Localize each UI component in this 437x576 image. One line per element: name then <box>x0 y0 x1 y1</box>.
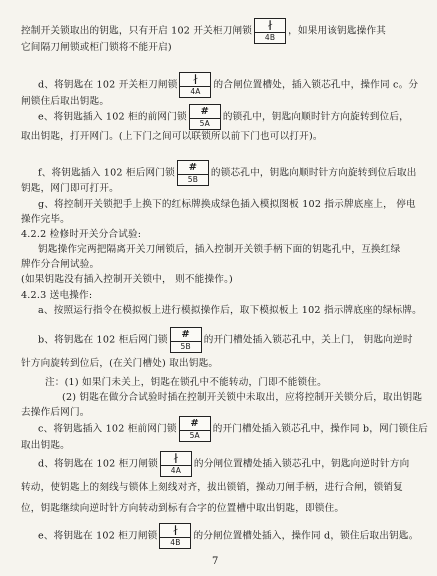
note-line: 注：(1) 如果门未关上，钥匙在锁孔中不能转动，门即不能锁住。 <box>45 377 327 388</box>
mesh-door-lock-5b-icon: # 5B <box>177 160 209 186</box>
text-line: 操作完毕。 <box>21 214 70 225</box>
text-line: 针方向旋转到位后，(在关门槽处) 取出钥匙。 <box>21 358 219 369</box>
note-line: 去操作后网门。 <box>21 407 90 418</box>
text-line: 取出钥匙。 <box>21 440 70 451</box>
text-line: f、将钥匙插入 102 柜后网门锁 # 5B 的锁芯孔中，钥匙向顺时针方向旋转到位后取出 <box>38 162 417 184</box>
text-line: 转动，使钥匙上的刻线与锁体上刻线对齐，拔出锁销，操动刀闸手柄，进行合闸，锁销复 <box>21 482 403 493</box>
page-number: 7 <box>212 556 219 567</box>
section-heading: 4.2.3 送电操作: <box>21 290 93 301</box>
knife-switch-lock-4b-icon: ∤ 4B <box>254 18 286 44</box>
text-line: e、将钥匙插入 102 柜的前网门锁 # 5A 的锁孔中，钥匙向顺时针方向旋转到位后， <box>38 106 409 128</box>
text-line: b、将钥匙在 102 柜后网门锁 # 5B 的开门槽处插入锁芯孔中，关上门， 钥匙向逆时 <box>38 329 413 351</box>
text-line: 闸锁住后取出钥匙。 <box>21 96 110 107</box>
text-line: c、将钥匙插入 102 柜前网门锁 # 5A 的开门槽处插入锁芯孔中，操作同 b，网门锁住后 <box>38 418 428 440</box>
note-line: (2) 钥匙在做分合试验时插在控制开关锁中未取出，应将控制开关锁分后，取出钥匙 <box>62 392 423 403</box>
section-heading: 4.2.2 检修时开关分合试验: <box>21 229 142 240</box>
mesh-door-lock-5b-icon: # 5B <box>170 327 202 353</box>
text-line: 它间隔刀闸锁或柜门锁将不能开启) <box>21 42 172 53</box>
text-line: d、将钥匙在 102 开关柜刀闸锁 ∤ 4A 的合闸位置槽处，插入锁芯孔中，操作同 c。分 <box>38 74 419 96</box>
text-line: d、将钥匙在 102 柜刀闸锁 ∤ 4A 的分闸位置槽处插入锁芯孔中，钥匙向逆时针方向 <box>38 453 410 475</box>
text-line: e、将钥匙在 102 柜刀闸锁 ∤ 4B 的分闸位置槽处插入，操作同 d，锁住后取出钥匙。 <box>38 525 419 547</box>
text-line: a、按照运行指令在模拟板上进行模拟操作后，取下模拟板上 102 指示牌底座的绿标牌。 <box>38 305 422 316</box>
text-line: (如果钥匙没有插入控制开关锁中， 则不能操作。) <box>21 274 234 285</box>
knife-switch-lock-4a-icon: ∤ 4A <box>179 72 211 98</box>
text-line: g、将控制开关锁把手上换下的红标牌换成绿色插入模拟图板 102 指示牌底座上， 停电 <box>38 199 416 210</box>
text-line: 取出钥匙，打开网门。(上下门之间可以联锁所以前下门也可以打开)。 <box>21 131 323 142</box>
text-line: 钥匙操作完两把隔离开关刀闸锁后，插入控制开关锁手柄下面的钥匙孔中，互换红绿 <box>38 244 401 255</box>
mesh-door-lock-5a-icon: # 5A <box>179 416 211 442</box>
text-line: 钥匙，网门即可打开。 <box>21 183 119 194</box>
knife-switch-lock-4a-icon: ∤ 4A <box>160 451 192 477</box>
mesh-door-lock-5a-icon: # 5A <box>189 104 221 130</box>
text-line: 牌作分合闸试验。 <box>21 259 100 270</box>
text-line: 位，钥匙继续向逆时针方向转动到标有合字的位置槽中取出钥匙，即锁住。 <box>21 503 345 514</box>
knife-switch-lock-4b-icon: ∤ 4B <box>159 523 191 549</box>
text-line: 控制开关锁取出的钥匙，只有开启 102 开关柜刀闸锁 ∤ 4B ，如果用该钥匙操作其 <box>21 20 387 42</box>
